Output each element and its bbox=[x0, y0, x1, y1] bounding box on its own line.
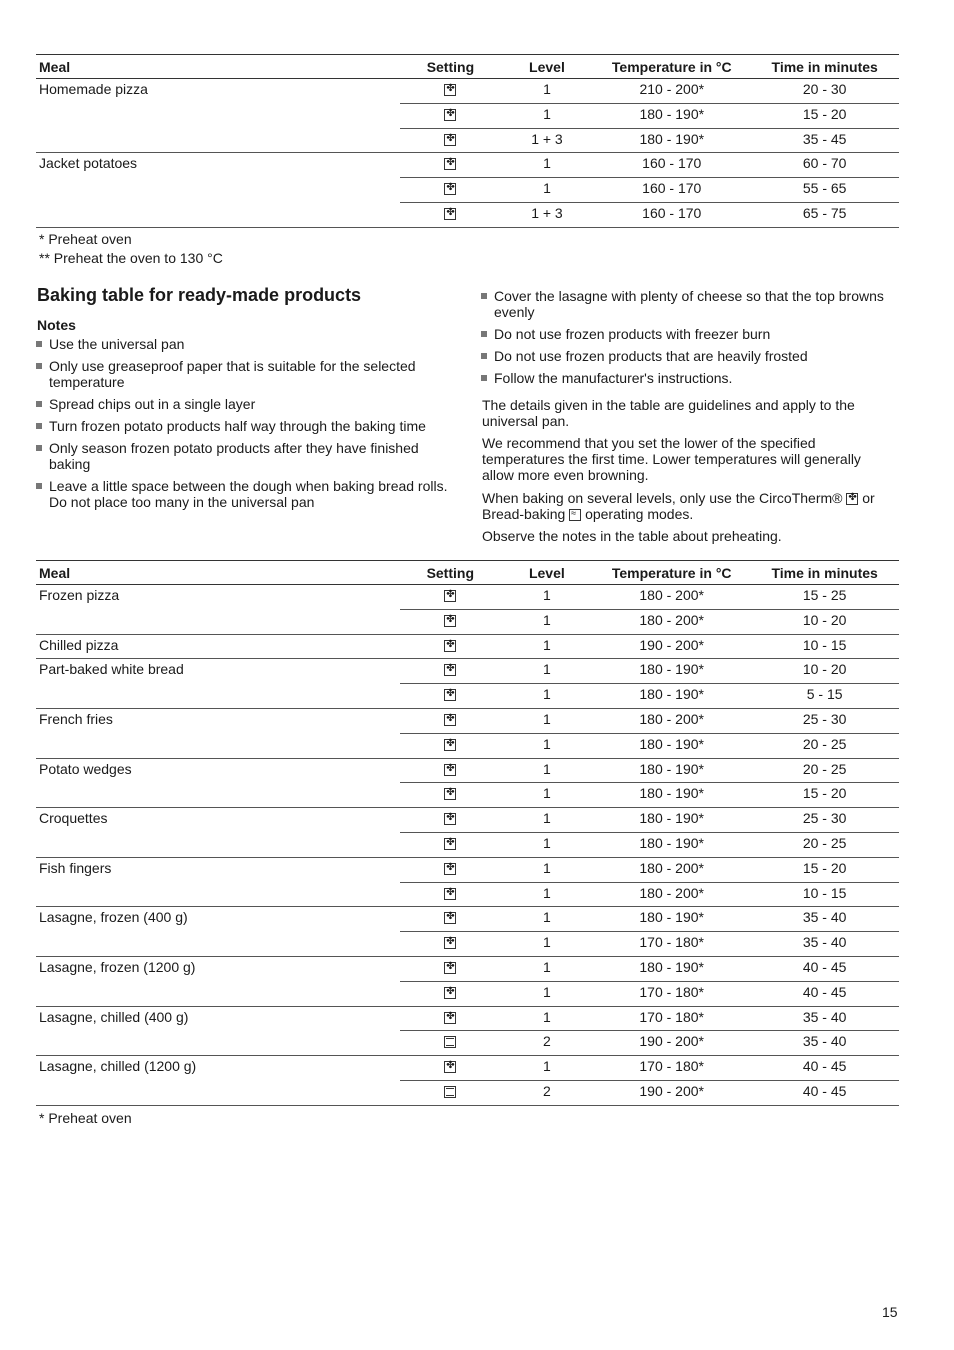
cell-temp: 190 - 200* bbox=[593, 634, 750, 659]
cell-time: 35 - 40 bbox=[750, 1006, 899, 1031]
cell-setting bbox=[400, 79, 501, 104]
cell-level: 1 bbox=[501, 103, 593, 128]
cell-level: 1 bbox=[501, 585, 593, 610]
cell-time: 65 - 75 bbox=[750, 202, 899, 227]
cell-time: 40 - 45 bbox=[750, 956, 899, 981]
cell-level: 1 bbox=[501, 932, 593, 957]
table-row bbox=[36, 103, 899, 128]
cell-meal bbox=[36, 178, 400, 203]
table-body bbox=[36, 585, 899, 1106]
table-row bbox=[36, 79, 899, 104]
circotherm-icon: ✤ bbox=[446, 936, 455, 948]
cell-setting bbox=[400, 733, 501, 758]
cell-time: 55 - 65 bbox=[750, 178, 899, 203]
cell-time: 20 - 30 bbox=[750, 79, 899, 104]
cell-time: 35 - 40 bbox=[750, 932, 899, 957]
circotherm-icon: ✤ bbox=[446, 712, 455, 724]
table-row bbox=[36, 1056, 899, 1081]
circotherm-icon: ✤ bbox=[446, 787, 455, 799]
circotherm-icon: ✤ bbox=[446, 762, 455, 774]
list-item: Only use greaseproof paper that is suitable for the selected temperature bbox=[36, 358, 461, 390]
cell-level: 1 bbox=[501, 857, 593, 882]
cell-level: 1 bbox=[501, 659, 593, 684]
cell-setting bbox=[400, 1006, 501, 1031]
circotherm-icon: ✤ bbox=[446, 107, 455, 119]
cell-meal bbox=[36, 882, 400, 907]
cell-temp: 180 - 190* bbox=[593, 956, 750, 981]
circotherm-icon: ✤ bbox=[446, 960, 455, 972]
cell-level: 1 bbox=[501, 981, 593, 1006]
cell-meal bbox=[36, 202, 400, 227]
table-row bbox=[36, 684, 899, 709]
cell-meal: French fries bbox=[39, 710, 113, 727]
cell-temp: 190 - 200* bbox=[593, 1031, 750, 1056]
cell-time: 10 - 20 bbox=[750, 609, 899, 634]
circotherm-icon: ✤ bbox=[446, 836, 455, 848]
list-item: Leave a little space between the dough when baking bread rolls. Do not place too many in the universal pan bbox=[36, 478, 461, 510]
header-time: Time in minutes bbox=[750, 55, 899, 79]
list-item: Turn frozen potato products half way through the baking time bbox=[36, 418, 461, 434]
table-row bbox=[36, 708, 899, 733]
cell-temp: 180 - 190* bbox=[593, 758, 750, 783]
cell-level: 1 bbox=[501, 907, 593, 932]
circotherm-icon: ✤ bbox=[446, 613, 455, 625]
cell-setting bbox=[400, 103, 501, 128]
cell-temp: 180 - 200* bbox=[593, 585, 750, 610]
cell-meal: Fish fingers bbox=[39, 859, 112, 876]
cell-time: 10 - 20 bbox=[750, 659, 899, 684]
header-time: Time in minutes bbox=[750, 561, 899, 585]
table-row bbox=[36, 1006, 899, 1031]
table-row bbox=[36, 808, 899, 833]
cell-temp: 180 - 190* bbox=[593, 832, 750, 857]
cell-level: 1 bbox=[501, 882, 593, 907]
cell-temp: 180 - 190* bbox=[593, 808, 750, 833]
cell-meal: Jacket potatoes bbox=[39, 155, 138, 172]
cell-temp: 180 - 200* bbox=[593, 609, 750, 634]
meal-table-top bbox=[36, 54, 899, 228]
cell-time: 40 - 45 bbox=[750, 981, 899, 1006]
cell-temp: 160 - 170 bbox=[593, 202, 750, 227]
cell-level: 1 bbox=[501, 153, 593, 178]
header-meal: Meal bbox=[36, 55, 400, 79]
cell-level: 1 bbox=[501, 733, 593, 758]
cell-level: 1 bbox=[501, 832, 593, 857]
circotherm-icon: ✤ bbox=[446, 688, 455, 700]
cell-time: 20 - 25 bbox=[750, 758, 899, 783]
cell-setting bbox=[400, 202, 501, 227]
cell-setting bbox=[400, 634, 501, 659]
cell-meal bbox=[36, 103, 400, 128]
circotherm-icon: ✤ bbox=[848, 492, 857, 503]
cell-temp: 160 - 170 bbox=[593, 178, 750, 203]
cell-level: 1 bbox=[501, 178, 593, 203]
cell-setting bbox=[400, 1056, 501, 1081]
circotherm-icon: ✤ bbox=[446, 589, 455, 600]
cell-setting bbox=[400, 659, 501, 684]
table-row bbox=[36, 634, 899, 659]
table-header-row bbox=[36, 561, 899, 585]
table-row bbox=[36, 128, 899, 153]
page-number: 15 bbox=[882, 1304, 898, 1320]
circotherm-icon: ✤ bbox=[446, 1060, 455, 1072]
table-row bbox=[36, 932, 899, 957]
circotherm-icon: ✤ bbox=[446, 861, 455, 873]
cell-setting bbox=[400, 128, 501, 153]
paragraph-recommend: We recommend that you set the lower of the specified temperatures the first time. Lower temperatures will generally allow more even browning. bbox=[482, 435, 861, 483]
cell-meal bbox=[36, 609, 400, 634]
cell-setting bbox=[400, 932, 501, 957]
cell-level: 2 bbox=[501, 1031, 593, 1056]
cell-level: 1 bbox=[501, 1056, 593, 1081]
cell-meal: Homemade pizza bbox=[39, 81, 148, 97]
bread-baking-icon: ≈ bbox=[569, 509, 581, 521]
footnote-preheat: * Preheat oven bbox=[39, 231, 132, 247]
list-item: Cover the lasagne with plenty of cheese so that the top browns evenly bbox=[481, 288, 891, 320]
cell-level: 1 bbox=[501, 783, 593, 808]
table-row bbox=[36, 153, 899, 178]
cell-setting bbox=[400, 153, 501, 178]
cell-setting bbox=[400, 783, 501, 808]
paragraph-several-levels bbox=[482, 490, 892, 522]
cell-meal bbox=[36, 684, 400, 709]
table-header-row bbox=[36, 55, 899, 79]
paragraph-guidelines: The details given in the table are guidelines and apply to the universal pan. bbox=[482, 397, 855, 429]
cell-meal: Part-baked white bread bbox=[39, 661, 184, 678]
cell-time: 35 - 40 bbox=[750, 1031, 899, 1056]
cell-setting bbox=[400, 178, 501, 203]
circotherm-icon: ✤ bbox=[446, 663, 455, 675]
list-item: Only season frozen potato products after they have finished baking bbox=[36, 440, 461, 472]
table-row bbox=[36, 956, 899, 981]
list-item: Follow the manufacturer's instructions. bbox=[481, 370, 891, 386]
cell-temp: 160 - 170 bbox=[593, 153, 750, 178]
cell-level: 2 bbox=[501, 1080, 593, 1105]
table-row bbox=[36, 783, 899, 808]
cell-level: 1 bbox=[501, 708, 593, 733]
cell-temp: 170 - 180* bbox=[593, 1056, 750, 1081]
cell-meal: Lasagne, frozen (1200 g) bbox=[39, 958, 196, 975]
table-row bbox=[36, 907, 899, 932]
table-row bbox=[36, 1031, 899, 1056]
footnote-preheat-130: ** Preheat the oven to 130 °C bbox=[39, 250, 223, 266]
cell-temp: 180 - 190* bbox=[593, 103, 750, 128]
circotherm-icon: ✤ bbox=[446, 812, 455, 824]
header-temperature: Temperature in °C bbox=[593, 55, 750, 79]
table-row bbox=[36, 981, 899, 1006]
cell-time: 20 - 25 bbox=[750, 832, 899, 857]
cell-setting bbox=[400, 708, 501, 733]
cell-level: 1 bbox=[501, 79, 593, 104]
cell-time: 10 - 15 bbox=[750, 634, 899, 659]
cell-level: 1 bbox=[501, 684, 593, 709]
cell-meal: Lasagne, chilled (1200 g) bbox=[39, 1058, 197, 1075]
table-row bbox=[36, 733, 899, 758]
cell-level: 1 + 3 bbox=[501, 128, 593, 153]
cell-temp: 180 - 190* bbox=[593, 684, 750, 709]
cell-level: 1 bbox=[501, 808, 593, 833]
cell-time: 40 - 45 bbox=[750, 1056, 899, 1081]
header-temperature: Temperature in °C bbox=[593, 561, 750, 585]
cell-temp: 180 - 190* bbox=[593, 783, 750, 808]
circotherm-icon: ✤ bbox=[446, 182, 455, 194]
cell-time: 35 - 40 bbox=[750, 907, 899, 932]
footnote-preheat: * Preheat oven bbox=[39, 1110, 132, 1126]
table-row bbox=[36, 832, 899, 857]
circotherm-icon: ✤ bbox=[446, 157, 455, 169]
cell-meal bbox=[36, 832, 400, 857]
cell-meal bbox=[36, 981, 400, 1006]
table-row bbox=[36, 202, 899, 227]
cell-setting bbox=[400, 609, 501, 634]
header-setting: Setting bbox=[400, 561, 501, 585]
cell-time: 15 - 20 bbox=[750, 783, 899, 808]
cell-setting bbox=[400, 981, 501, 1006]
circotherm-icon: ✤ bbox=[446, 985, 455, 997]
cell-meal: Frozen pizza bbox=[39, 587, 120, 603]
cell-setting bbox=[400, 907, 501, 932]
cell-time: 25 - 30 bbox=[750, 708, 899, 733]
several-levels-text-c: operating modes. bbox=[585, 506, 694, 522]
section-title: Baking table for ready-made products bbox=[37, 285, 362, 305]
circotherm-icon: ✤ bbox=[446, 886, 455, 898]
cell-meal bbox=[36, 1031, 400, 1056]
cell-meal bbox=[36, 733, 400, 758]
cell-temp: 180 - 200* bbox=[593, 708, 750, 733]
notes-list-right bbox=[481, 288, 891, 392]
cell-time: 10 - 15 bbox=[750, 882, 899, 907]
table-row bbox=[36, 659, 899, 684]
cell-meal bbox=[36, 128, 400, 153]
cell-level: 1 bbox=[501, 758, 593, 783]
notes-heading: Notes bbox=[37, 317, 76, 333]
cell-setting bbox=[400, 585, 501, 610]
header-level: Level bbox=[501, 561, 593, 585]
cell-time: 60 - 70 bbox=[750, 153, 899, 178]
table-row bbox=[36, 1080, 899, 1105]
cell-time: 20 - 25 bbox=[750, 733, 899, 758]
cell-time: 15 - 20 bbox=[750, 103, 899, 128]
cell-meal bbox=[36, 932, 400, 957]
cell-level: 1 + 3 bbox=[501, 202, 593, 227]
several-levels-text-b: or Bread-baking bbox=[482, 490, 875, 522]
cell-setting bbox=[400, 857, 501, 882]
list-item: Do not use frozen products that are heavily frosted bbox=[481, 348, 891, 364]
meal-table-ready-made bbox=[36, 560, 899, 1106]
paragraph-preheating: Observe the notes in the table about preheating. bbox=[482, 528, 782, 544]
cell-temp: 180 - 190* bbox=[593, 907, 750, 932]
circotherm-icon: ✤ bbox=[446, 638, 455, 650]
cell-time: 15 - 20 bbox=[750, 857, 899, 882]
table-row bbox=[36, 178, 899, 203]
header-setting: Setting bbox=[400, 55, 501, 79]
cell-meal bbox=[36, 783, 400, 808]
cell-temp: 170 - 180* bbox=[593, 981, 750, 1006]
table-row bbox=[36, 857, 899, 882]
cell-setting bbox=[400, 684, 501, 709]
list-item: Use the universal pan bbox=[36, 336, 461, 352]
cell-setting bbox=[400, 832, 501, 857]
top-bottom-heat-icon bbox=[444, 1086, 456, 1098]
circotherm-icon: ✤ bbox=[446, 206, 455, 218]
cell-level: 1 bbox=[501, 609, 593, 634]
list-item: Spread chips out in a single layer bbox=[36, 396, 461, 412]
circotherm-icon: ✤ bbox=[446, 737, 455, 749]
header-level: Level bbox=[501, 55, 593, 79]
cell-temp: 170 - 180* bbox=[593, 932, 750, 957]
cell-setting bbox=[400, 1031, 501, 1056]
cell-temp: 180 - 200* bbox=[593, 882, 750, 907]
list-item: Do not use frozen products with freezer burn bbox=[481, 326, 891, 342]
header-meal: Meal bbox=[36, 561, 400, 585]
cell-temp: 180 - 190* bbox=[593, 128, 750, 153]
cell-setting bbox=[400, 956, 501, 981]
top-bottom-heat-icon bbox=[444, 1036, 456, 1048]
cell-meal: Lasagne, chilled (400 g) bbox=[39, 1008, 189, 1025]
cell-time: 35 - 45 bbox=[750, 128, 899, 153]
circotherm-icon: ✤ bbox=[446, 1010, 455, 1022]
cell-setting bbox=[400, 808, 501, 833]
table-row bbox=[36, 609, 899, 634]
notes-list-left bbox=[36, 336, 461, 516]
table-row bbox=[36, 882, 899, 907]
table-body bbox=[36, 79, 899, 228]
cell-meal: Potato wedges bbox=[39, 760, 132, 777]
cell-time: 5 - 15 bbox=[750, 684, 899, 709]
cell-setting bbox=[400, 758, 501, 783]
cell-setting bbox=[400, 882, 501, 907]
cell-setting bbox=[400, 1080, 501, 1105]
cell-meal: Chilled pizza bbox=[36, 634, 400, 659]
circotherm-icon: ✤ bbox=[446, 911, 455, 923]
cell-temp: 180 - 190* bbox=[593, 733, 750, 758]
cell-temp: 180 - 190* bbox=[593, 659, 750, 684]
cell-temp: 190 - 200* bbox=[593, 1080, 750, 1105]
cell-meal: Croquettes bbox=[39, 810, 108, 827]
circotherm-icon: ✤ bbox=[446, 83, 455, 94]
cell-time: 15 - 25 bbox=[750, 585, 899, 610]
several-levels-text-a: When baking on several levels, only use the CircoTherm® bbox=[482, 490, 843, 506]
cell-meal bbox=[36, 1080, 400, 1105]
cell-time: 40 - 45 bbox=[750, 1080, 899, 1105]
cell-level: 1 bbox=[501, 634, 593, 659]
table-row bbox=[36, 585, 899, 610]
table-row bbox=[36, 758, 899, 783]
cell-level: 1 bbox=[501, 956, 593, 981]
cell-temp: 210 - 200* bbox=[593, 79, 750, 104]
cell-level: 1 bbox=[501, 1006, 593, 1031]
cell-temp: 170 - 180* bbox=[593, 1006, 750, 1031]
circotherm-icon: ✤ bbox=[446, 132, 455, 144]
cell-temp: 180 - 200* bbox=[593, 857, 750, 882]
cell-time: 25 - 30 bbox=[750, 808, 899, 833]
cell-meal: Lasagne, frozen (400 g) bbox=[39, 909, 188, 926]
